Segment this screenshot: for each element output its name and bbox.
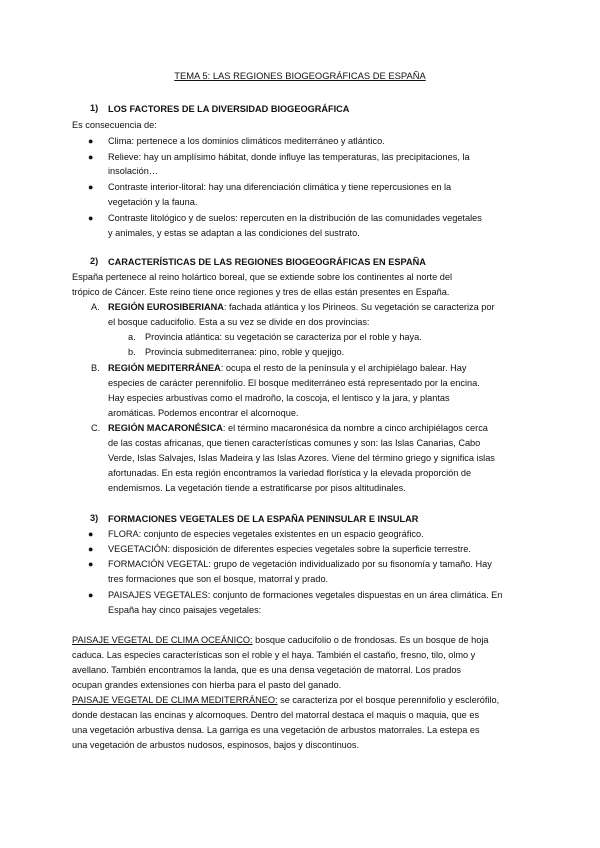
s3-bullet-4-line-1: PAISAJES VEGETALES: conjunto de formaciones vegetales dispuestas en un área climática. En bbox=[108, 590, 503, 600]
oceanico-line-1 bbox=[72, 634, 489, 646]
mediterraneo-line-4: una vegetación de arbustos nudosos, espinosos, bajos y discontinuos. bbox=[72, 740, 360, 750]
item-b-line-2: especies de carácter perennifolio. El bosque mediterráneo está representado por la encina. bbox=[108, 378, 480, 388]
s2-paragraph-line-2: trópico de Cáncer. Este reino tiene once regiones y tres de ellas están presentes en España. bbox=[72, 287, 450, 297]
item-ab-text: Provincia submediterranea: pino, roble y quejigo. bbox=[145, 347, 345, 357]
item-b-name: REGIÓN MEDITERRÁNEA bbox=[108, 363, 221, 373]
mediterraneo-line-3: una vegetación arbustiva densa. La garriga es una vegetación de arbustos matorrales. La estepa es bbox=[72, 725, 480, 735]
section-3-heading: FORMACIONES VEGETALES DE LA ESPAÑA PENINSULAR E INSULAR bbox=[108, 514, 419, 524]
item-c-line-2: de las costas africanas, que tienen características comunes y son: las Islas Canarias, Cabo bbox=[108, 438, 481, 448]
item-a-name: REGIÓN EUROSIBERIANA bbox=[108, 302, 224, 312]
bullet-icon: ● bbox=[88, 559, 94, 569]
bullet-icon: ● bbox=[88, 213, 94, 223]
item-c-text: : el término macaronésica da nombre a cinco archipiélagos cerca bbox=[222, 423, 488, 433]
s1-bullet-3-line-2: vegetación y la fauna. bbox=[108, 197, 198, 207]
oceanico-label: PAISAJE VEGETAL DE CLIMA OCEÁNICO: bbox=[72, 635, 253, 645]
s3-bullet-4-line-2: España hay cinco paisajes vegetales: bbox=[108, 605, 262, 615]
bullet-icon: ● bbox=[88, 182, 94, 192]
mediterraneo-line-2: donde destacan las encinas y alcornoques. Dentro del matorral destaca el maquis o maquia, que es bbox=[72, 710, 480, 720]
s2-paragraph-line-1: España pertenece al reino holártico boreal, que se extiende sobre los continentes al norte del bbox=[72, 272, 452, 282]
item-b-marker: B. bbox=[91, 363, 100, 373]
item-c-name: REGIÓN MACARONÉSICA bbox=[108, 423, 223, 433]
s1-bullet-4-line-1: Contraste litológico y de suelos: repercuten en la distribución de las comunidades vegetales bbox=[108, 213, 482, 223]
section-1-heading: LOS FACTORES DE LA DIVERSIDAD BIOGEOGRÁFICA bbox=[108, 104, 350, 114]
s1-bullet-2-line-2: insolación… bbox=[108, 166, 159, 176]
bullet-icon: ● bbox=[88, 136, 94, 146]
oceanico-line-4: ocupan grandes extensiones con hierba para el pasto del ganado. bbox=[72, 680, 342, 690]
item-b-line-1 bbox=[108, 362, 466, 374]
s3-bullet-3-line-2: tres formaciones que son el bosque, matorral y prado. bbox=[108, 574, 329, 584]
item-aa-marker: a. bbox=[128, 332, 136, 342]
oceanico-line-2: caduca. Las especies características son el roble y el haya. También el castaño, fresno, tilo, olmo y bbox=[72, 650, 476, 660]
s1-bullet-2-line-1: Relieve: hay un amplísimo hábitat, donde influye las temperaturas, las precipitaciones, la bbox=[108, 152, 470, 162]
item-b-line-4: aromáticas. Podemos encontrar el alcornoque. bbox=[108, 408, 299, 418]
s1-bullet-3-line-1: Contraste interior-litoral: hay una diferenciación climática y tiene repercusiones en la bbox=[108, 182, 452, 192]
item-aa-text: Provincia atlántica: su vegetación se caracteriza por el roble y haya. bbox=[145, 332, 422, 342]
item-b-text: : ocupa el resto de la península y el archipiélago balear. Hay bbox=[220, 363, 467, 373]
item-c-line-1 bbox=[108, 422, 488, 434]
s3-bullet-1: FLORA: conjunto de especies vegetales existentes en un espacio geográfico. bbox=[108, 529, 424, 539]
section-1-intro: Es consecuencia de: bbox=[72, 120, 157, 130]
section-2-heading: CARACTERÍSTICAS DE LAS REGIONES BIOGEOGRÁFICAS EN ESPAÑA bbox=[108, 257, 426, 267]
item-b-line-3: Hay especies arbustivas como el madroño, la coscoja, el lentisco y la jara, y plantas bbox=[108, 393, 450, 403]
mediterraneo-line-1 bbox=[72, 694, 499, 706]
item-a-marker: A. bbox=[91, 302, 100, 312]
item-ab-marker: b. bbox=[128, 347, 136, 357]
bullet-icon: ● bbox=[88, 152, 94, 162]
bullet-icon: ● bbox=[88, 590, 94, 600]
item-a-line-1 bbox=[108, 301, 495, 313]
section-1-number: 1) bbox=[90, 103, 99, 113]
item-c-marker: C. bbox=[91, 423, 101, 433]
item-c-line-3: Verde, Islas Salvajes, Islas Madeira y las Islas Azores. Viene del término griego y significa islas bbox=[108, 453, 495, 463]
s1-bullet-4-line-2: y animales, y estas se adaptan a las condiciones del sustrato. bbox=[108, 228, 360, 238]
mediterraneo-label: PAISAJE VEGETAL DE CLIMA MEDITERRÁNEO: bbox=[72, 695, 278, 705]
bullet-icon: ● bbox=[88, 529, 94, 539]
item-c-line-5: endemismos. La vegetación tiende a estratificarse por pisos altitudinales. bbox=[108, 483, 406, 493]
s3-bullet-2: VEGETACIÓN: disposición de diferentes especies vegetales sobre la superficie terrestre. bbox=[108, 544, 471, 554]
item-c-line-4: afortunadas. En esta región encontramos la variedad florística y la elevada proporción de bbox=[108, 468, 472, 478]
section-2-number: 2) bbox=[90, 256, 99, 266]
oceanico-line-3: avellano. También encontramos la landa, que es una densa vegetación de matorral. Los prados bbox=[72, 665, 462, 675]
item-a-text: : fachada atlántica y los Pirineos. Su vegetación se caracteriza por bbox=[223, 302, 495, 312]
s1-bullet-1: Clima: pertenece a los dominios climáticos mediterráneo y atlántico. bbox=[108, 136, 385, 146]
mediterraneo-text: se caracteriza por el bosque perennifolio y esclerófilo, bbox=[277, 695, 500, 705]
section-3-number: 3) bbox=[90, 513, 99, 523]
oceanico-text: bosque caducifolio o de frondosas. Es un bosque de hoja bbox=[252, 635, 489, 645]
item-a-line-2: el bosque caducifolio. Esta a su vez se divide en dos provincias: bbox=[108, 317, 370, 327]
s3-bullet-3-line-1: FORMACIÓN VEGETAL: grupo de vegetación individualizado por su fisonomía y tamaño. Hay bbox=[108, 559, 492, 569]
page-title: TEMA 5: LAS REGIONES BIOGEOGRÁFICAS DE ESPAÑA bbox=[174, 70, 426, 81]
bullet-icon: ● bbox=[88, 544, 94, 554]
